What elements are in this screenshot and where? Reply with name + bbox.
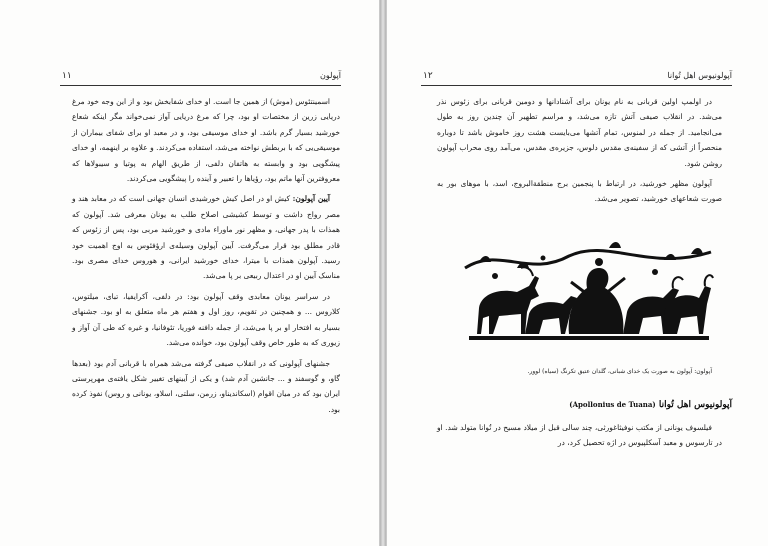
black-figure-vase-image (459, 238, 717, 356)
right-page-number: ۱۲ (423, 71, 433, 81)
left-body-text (72, 94, 340, 422)
paragraph: جشنهای آپولونی که در انقلاب صیفی گرفته می‌شد همراه با قربانی آدم بود (بعدها گاو، و گوسفند و ... جانشین آدم شد) و یکی از آیینهای تغییر شکل یافته‌ی مهرپرستی ایران بود که در میان اقوام (اسکاندیناو، زرمن، سلتی، اسلاو، یونانی و روس) نفوذ کرده بود. (72, 358, 340, 414)
paragraph-lead: آیین آپولون: (292, 194, 330, 204)
paragraph: فیلسوف یونانی از مکتب نوفیثاغورثی، چند سالی قبل از میلاد مسیح در تُوانا متولد شد. او در تارسوس و معبد آسکلپیوس در اژه تحصیل کرد، در (437, 423, 722, 448)
paragraph: اسمینتئوس (موش) از همین جا است. او خدای شفابخش بود و از این وجه خود مرغ دریایی زرین از مختصات او بود، چرا که مرغ دریایی آواز نمی‌خواند مگر اینکه شعاع خورشید بسیار گرم باشد. او خدای موسیقی بود، و در معبد او برای شفای بیماران از موسیقی‌یی که با بربطش نواخته می‌شد، استفاده می‌کردند. و علاوه بر اینهمه، او خدای پیشگویی بود و وابسته به هاتفان دلفی، از طریق الهام به پوتیا و سیبولاها که معروفترین آنها ماتم بود، رؤیاها را تعبیر و آینده را پیشگویی می‌کردند. (72, 97, 340, 184)
right-header-rule (421, 85, 732, 86)
section-heading (569, 400, 732, 410)
right-body-text (437, 94, 722, 212)
figure-caption: آپولون: آپولون به صورت یک خدای شبانی، گلدان عتیق تکرنگ (سیاه) لوور. (527, 368, 712, 375)
section-heading-latin: (Apollonius de Tuana) (569, 400, 656, 409)
paragraph: آیین آپولون: کیش او در اصل کیش خورشیدی انسان جهانی است که در معابد هند و مصر رواج داشت و توسط کشیشی اصلاح طلب به یونان معرفی شد. آپولون که همذات با پدر جهانی، و مظهر نور ماوراء مادی و خورشید مربی بود، پس از زئوس که قادر مطلق بود قرار می‌گرفت. آیین آپولون وسیله‌ی ارؤفئوس به اوج اهمیت خود رسید. آپولون همذات با میترا، خدای خورشید ایرانی، و هوروس خدای مصری بود. مناسک آیین او در اعتدال ربیعی بر پا می‌شد. (72, 194, 340, 281)
vase-illustration (459, 238, 717, 356)
section-body-text (437, 420, 722, 456)
right-page (386, 0, 768, 546)
left-page-number: ۱۱ (62, 71, 72, 81)
right-running-header: آپولونیوس اهل تُوانا (667, 71, 732, 80)
paragraph: در سراسر یونان معابدی وقف آپولون بود: در دلفی، آکرایفیا، تبای، میلتوس، کلاروس ... و همچنین در تقویم، روز اول و هفتم هر ماه متعلق به او بود. جشنهای بسیار به افتخار او بر پا می‌شد، از جمله دافنه فوریا، تئوفانیا، و غیره که طی آن آواز و زیوری که به طور خاص وقف آپولون بود، خوانده می‌شد. (72, 291, 340, 348)
left-running-header: آپولون (319, 71, 341, 80)
paragraph: در اولمپ اولین قربانی به نام یونان برای آشنادانها و دومین قربانی برای زئوس نذر می‌شد. در انقلاب صیفی آتش تازه می‌شد، و مراسم تطهیر آن چندین روز به طول می‌انجامید. از جمله در لمنوس، تمام آتشها می‌بایست هشت روز خاموش باشد تا دوباره منحصراً از آتشی که از سفینه‌ی مقدس دلوس، جزیره‌ی مقدس، می‌آمد روی محراب آپولون روشن شود. (437, 97, 722, 168)
left-header-rule (60, 85, 341, 86)
section-heading-persian: آپولونیوس اهل تُوانا (658, 400, 732, 410)
left-page (0, 0, 380, 546)
paragraph: آپولون مظهر خورشید، در ارتباط با پنجمین برج منطقة‌البروج، اسد، با موهای بور به صورت شعاعهای خورشید، تصویر می‌شد. (437, 179, 722, 204)
